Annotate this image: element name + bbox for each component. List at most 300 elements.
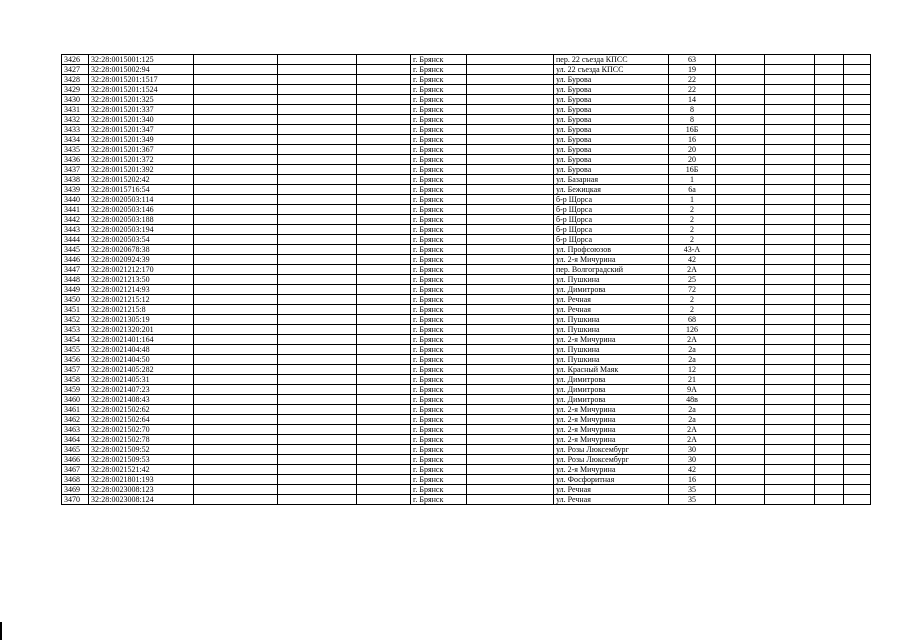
- city-cell: г. Брянск: [411, 75, 467, 85]
- cadastral-number: 32:28:0015201:337: [89, 105, 194, 115]
- empty-cell: [194, 215, 278, 225]
- row-number: 3446: [62, 255, 89, 265]
- empty-cell: [815, 135, 844, 145]
- empty-cell: [194, 355, 278, 365]
- empty-cell: [357, 325, 411, 335]
- empty-cell: [357, 205, 411, 215]
- empty-cell: [844, 125, 871, 135]
- empty-cell: [278, 195, 357, 205]
- empty-cell: [815, 345, 844, 355]
- house-number: 2а: [669, 415, 716, 425]
- city-cell: г. Брянск: [411, 305, 467, 315]
- street-cell: ул. Розы Люксембург: [554, 445, 669, 455]
- empty-cell: [765, 225, 815, 235]
- city-cell: г. Брянск: [411, 145, 467, 155]
- empty-cell: [278, 365, 357, 375]
- empty-cell: [765, 335, 815, 345]
- table-row: [62, 275, 871, 285]
- empty-cell: [765, 65, 815, 75]
- empty-cell: [194, 495, 278, 505]
- empty-cell: [765, 105, 815, 115]
- empty-cell: [467, 435, 554, 445]
- table-row: [62, 485, 871, 495]
- empty-cell: [357, 275, 411, 285]
- cadastral-number: 32:28:0015001:125: [89, 55, 194, 65]
- house-number: 22: [669, 75, 716, 85]
- empty-cell: [716, 65, 765, 75]
- house-number: 2: [669, 235, 716, 245]
- city-cell: г. Брянск: [411, 205, 467, 215]
- empty-cell: [467, 315, 554, 325]
- cadastral-number: 32:28:0023008:123: [89, 485, 194, 495]
- empty-cell: [278, 375, 357, 385]
- street-cell: ул. Пушкина: [554, 315, 669, 325]
- empty-cell: [765, 145, 815, 155]
- empty-cell: [716, 75, 765, 85]
- row-number: 3449: [62, 285, 89, 295]
- cadastral-number: 32:28:0015201:340: [89, 115, 194, 125]
- empty-cell: [357, 305, 411, 315]
- empty-cell: [815, 355, 844, 365]
- cadastral-number: 32:28:0021407:23: [89, 385, 194, 395]
- table-row: [62, 295, 871, 305]
- house-number: 35: [669, 495, 716, 505]
- empty-cell: [194, 475, 278, 485]
- empty-cell: [716, 185, 765, 195]
- empty-cell: [357, 425, 411, 435]
- house-number: 63: [669, 55, 716, 65]
- row-number: 3433: [62, 125, 89, 135]
- empty-cell: [357, 115, 411, 125]
- table-row: [62, 355, 871, 365]
- row-number: 3454: [62, 335, 89, 345]
- empty-cell: [716, 245, 765, 255]
- house-number: 2: [669, 225, 716, 235]
- empty-cell: [765, 325, 815, 335]
- cadastral-number: 32:28:0020678:38: [89, 245, 194, 255]
- empty-cell: [194, 115, 278, 125]
- row-number: 3459: [62, 385, 89, 395]
- empty-cell: [844, 485, 871, 495]
- empty-cell: [278, 65, 357, 75]
- city-cell: г. Брянск: [411, 275, 467, 285]
- empty-cell: [716, 135, 765, 145]
- empty-cell: [357, 145, 411, 155]
- row-number: 3462: [62, 415, 89, 425]
- house-number: 2А: [669, 265, 716, 275]
- empty-cell: [278, 435, 357, 445]
- empty-cell: [844, 345, 871, 355]
- empty-cell: [844, 385, 871, 395]
- city-cell: г. Брянск: [411, 375, 467, 385]
- street-cell: ул. Димитрова: [554, 395, 669, 405]
- empty-cell: [278, 325, 357, 335]
- empty-cell: [716, 375, 765, 385]
- empty-cell: [716, 175, 765, 185]
- empty-cell: [467, 145, 554, 155]
- table-row: [62, 125, 871, 135]
- empty-cell: [278, 125, 357, 135]
- empty-cell: [357, 165, 411, 175]
- street-cell: ул. Бежицкая: [554, 185, 669, 195]
- cadastral-number: 32:28:0021215:8: [89, 305, 194, 315]
- empty-cell: [194, 85, 278, 95]
- cadastral-number: 32:28:0015201:347: [89, 125, 194, 135]
- empty-cell: [765, 185, 815, 195]
- empty-cell: [467, 465, 554, 475]
- table-row: [62, 195, 871, 205]
- table-row: [62, 455, 871, 465]
- table-row: [62, 345, 871, 355]
- empty-cell: [278, 335, 357, 345]
- empty-cell: [716, 315, 765, 325]
- empty-cell: [716, 215, 765, 225]
- cadastral-number: 32:28:0015202:42: [89, 175, 194, 185]
- empty-cell: [278, 205, 357, 215]
- cadastral-number: 32:28:0015201:372: [89, 155, 194, 165]
- empty-cell: [765, 115, 815, 125]
- empty-cell: [765, 375, 815, 385]
- street-cell: ул. Бурова: [554, 85, 669, 95]
- empty-cell: [467, 55, 554, 65]
- table-row: [62, 495, 871, 505]
- empty-cell: [844, 135, 871, 145]
- empty-cell: [357, 385, 411, 395]
- table-row: [62, 375, 871, 385]
- empty-cell: [194, 365, 278, 375]
- empty-cell: [765, 395, 815, 405]
- street-cell: ул. Бурова: [554, 155, 669, 165]
- city-cell: г. Брянск: [411, 85, 467, 95]
- empty-cell: [194, 465, 278, 475]
- empty-cell: [765, 175, 815, 185]
- city-cell: г. Брянск: [411, 95, 467, 105]
- street-cell: ул. Профсоюзов: [554, 245, 669, 255]
- empty-cell: [357, 415, 411, 425]
- empty-cell: [357, 295, 411, 305]
- street-cell: ул. Бурова: [554, 75, 669, 85]
- empty-cell: [844, 165, 871, 175]
- table-row: [62, 425, 871, 435]
- empty-cell: [357, 225, 411, 235]
- empty-cell: [278, 315, 357, 325]
- empty-cell: [194, 315, 278, 325]
- house-number: 2: [669, 215, 716, 225]
- city-cell: г. Брянск: [411, 475, 467, 485]
- empty-cell: [765, 385, 815, 395]
- empty-cell: [194, 425, 278, 435]
- empty-cell: [716, 235, 765, 245]
- table-row: [62, 325, 871, 335]
- empty-cell: [194, 405, 278, 415]
- empty-cell: [815, 385, 844, 395]
- empty-cell: [716, 95, 765, 105]
- empty-cell: [278, 495, 357, 505]
- cadastral-number: 32:28:0021502:78: [89, 435, 194, 445]
- empty-cell: [716, 115, 765, 125]
- table-row: [62, 315, 871, 325]
- empty-cell: [716, 225, 765, 235]
- empty-cell: [357, 175, 411, 185]
- table-row: [62, 155, 871, 165]
- empty-cell: [844, 265, 871, 275]
- empty-cell: [467, 285, 554, 295]
- empty-cell: [716, 495, 765, 505]
- empty-cell: [278, 295, 357, 305]
- empty-cell: [278, 265, 357, 275]
- empty-cell: [815, 105, 844, 115]
- row-number: 3445: [62, 245, 89, 255]
- empty-cell: [357, 245, 411, 255]
- empty-cell: [278, 425, 357, 435]
- empty-cell: [467, 445, 554, 455]
- empty-cell: [467, 105, 554, 115]
- empty-cell: [357, 495, 411, 505]
- empty-cell: [278, 345, 357, 355]
- street-cell: ул. Димитрова: [554, 285, 669, 295]
- empty-cell: [844, 175, 871, 185]
- city-cell: г. Брянск: [411, 325, 467, 335]
- empty-cell: [815, 245, 844, 255]
- empty-cell: [278, 95, 357, 105]
- table-row: [62, 55, 871, 65]
- empty-cell: [194, 485, 278, 495]
- city-cell: г. Брянск: [411, 55, 467, 65]
- street-cell: б-р Щорса: [554, 235, 669, 245]
- row-number: 3452: [62, 315, 89, 325]
- empty-cell: [467, 165, 554, 175]
- empty-cell: [765, 205, 815, 215]
- empty-cell: [765, 135, 815, 145]
- empty-cell: [278, 415, 357, 425]
- empty-cell: [194, 125, 278, 135]
- house-number: 8: [669, 105, 716, 115]
- city-cell: г. Брянск: [411, 115, 467, 125]
- street-cell: ул. Фосфоритная: [554, 475, 669, 485]
- empty-cell: [467, 455, 554, 465]
- row-number: 3428: [62, 75, 89, 85]
- street-cell: ул. 2-я Мичурина: [554, 255, 669, 265]
- table-row: [62, 465, 871, 475]
- table-row: [62, 435, 871, 445]
- cadastral-number: 32:28:0021502:62: [89, 405, 194, 415]
- empty-cell: [278, 275, 357, 285]
- city-cell: г. Брянск: [411, 225, 467, 235]
- empty-cell: [844, 275, 871, 285]
- empty-cell: [815, 195, 844, 205]
- row-number: 3437: [62, 165, 89, 175]
- empty-cell: [278, 55, 357, 65]
- street-cell: ул. Розы Люксембург: [554, 455, 669, 465]
- empty-cell: [844, 145, 871, 155]
- empty-cell: [815, 475, 844, 485]
- empty-cell: [194, 145, 278, 155]
- empty-cell: [194, 75, 278, 85]
- row-number: 3443: [62, 225, 89, 235]
- city-cell: г. Брянск: [411, 495, 467, 505]
- empty-cell: [467, 255, 554, 265]
- row-number: 3450: [62, 295, 89, 305]
- empty-cell: [194, 165, 278, 175]
- row-number: 3470: [62, 495, 89, 505]
- house-number: 25: [669, 275, 716, 285]
- table-row: [62, 245, 871, 255]
- empty-cell: [844, 115, 871, 125]
- empty-cell: [278, 225, 357, 235]
- empty-cell: [815, 55, 844, 65]
- row-number: 3460: [62, 395, 89, 405]
- row-number: 3438: [62, 175, 89, 185]
- empty-cell: [844, 155, 871, 165]
- empty-cell: [765, 155, 815, 165]
- empty-cell: [194, 225, 278, 235]
- empty-cell: [716, 125, 765, 135]
- table-row: [62, 115, 871, 125]
- empty-cell: [467, 125, 554, 135]
- street-cell: ул. Бурова: [554, 95, 669, 105]
- table-row: [62, 105, 871, 115]
- empty-cell: [467, 185, 554, 195]
- empty-cell: [765, 445, 815, 455]
- row-number: 3455: [62, 345, 89, 355]
- empty-cell: [357, 465, 411, 475]
- house-number: 2: [669, 295, 716, 305]
- empty-cell: [278, 285, 357, 295]
- street-cell: ул. 2-я Мичурина: [554, 405, 669, 415]
- empty-cell: [357, 375, 411, 385]
- street-cell: б-р Щорса: [554, 205, 669, 215]
- row-number: 3458: [62, 375, 89, 385]
- house-number: 12: [669, 365, 716, 375]
- empty-cell: [716, 305, 765, 315]
- empty-cell: [815, 415, 844, 425]
- empty-cell: [844, 415, 871, 425]
- empty-cell: [765, 55, 815, 65]
- table-row: [62, 335, 871, 345]
- empty-cell: [278, 455, 357, 465]
- table-row: [62, 85, 871, 95]
- street-cell: ул. Бурова: [554, 105, 669, 115]
- city-cell: г. Брянск: [411, 135, 467, 145]
- city-cell: г. Брянск: [411, 365, 467, 375]
- empty-cell: [716, 405, 765, 415]
- table-row: [62, 145, 871, 155]
- cadastral-number: 32:28:0020503:146: [89, 205, 194, 215]
- empty-cell: [815, 65, 844, 75]
- cadastral-number: 32:28:0021509:53: [89, 455, 194, 465]
- empty-cell: [194, 325, 278, 335]
- empty-cell: [765, 85, 815, 95]
- empty-cell: [815, 465, 844, 475]
- empty-cell: [844, 405, 871, 415]
- empty-cell: [844, 55, 871, 65]
- empty-cell: [765, 415, 815, 425]
- empty-cell: [467, 305, 554, 315]
- empty-cell: [716, 155, 765, 165]
- city-cell: г. Брянск: [411, 395, 467, 405]
- empty-cell: [278, 255, 357, 265]
- empty-cell: [278, 155, 357, 165]
- street-cell: б-р Щорса: [554, 195, 669, 205]
- cadastral-number: 32:28:0021215:12: [89, 295, 194, 305]
- empty-cell: [716, 355, 765, 365]
- city-cell: г. Брянск: [411, 355, 467, 365]
- empty-cell: [815, 75, 844, 85]
- empty-cell: [278, 385, 357, 395]
- empty-cell: [765, 285, 815, 295]
- empty-cell: [716, 265, 765, 275]
- empty-cell: [815, 225, 844, 235]
- street-cell: ул. Бурова: [554, 125, 669, 135]
- table-row: [62, 75, 871, 85]
- empty-cell: [716, 485, 765, 495]
- empty-cell: [357, 365, 411, 375]
- table-body: [62, 55, 871, 505]
- city-cell: г. Брянск: [411, 255, 467, 265]
- empty-cell: [278, 235, 357, 245]
- empty-cell: [815, 265, 844, 275]
- cadastral-number: 32:28:0020503:54: [89, 235, 194, 245]
- empty-cell: [815, 235, 844, 245]
- city-cell: г. Брянск: [411, 435, 467, 445]
- street-cell: пер. 22 съезда КПСС: [554, 55, 669, 65]
- empty-cell: [357, 185, 411, 195]
- empty-cell: [357, 85, 411, 95]
- empty-cell: [765, 425, 815, 435]
- empty-cell: [844, 195, 871, 205]
- house-number: 2а: [669, 405, 716, 415]
- empty-cell: [765, 465, 815, 475]
- empty-cell: [716, 385, 765, 395]
- empty-cell: [278, 85, 357, 95]
- empty-cell: [815, 325, 844, 335]
- empty-cell: [844, 205, 871, 215]
- row-number: 3434: [62, 135, 89, 145]
- row-number: 3431: [62, 105, 89, 115]
- empty-cell: [357, 475, 411, 485]
- cadastral-number: 32:28:0021521:42: [89, 465, 194, 475]
- empty-cell: [194, 435, 278, 445]
- empty-cell: [716, 295, 765, 305]
- cadastral-number: 32:28:0015201:1517: [89, 75, 194, 85]
- empty-cell: [278, 355, 357, 365]
- table-row: [62, 215, 871, 225]
- empty-cell: [467, 65, 554, 75]
- city-cell: г. Брянск: [411, 175, 467, 185]
- empty-cell: [716, 345, 765, 355]
- city-cell: г. Брянск: [411, 265, 467, 275]
- table-row: [62, 415, 871, 425]
- table-row: [62, 205, 871, 215]
- city-cell: г. Брянск: [411, 445, 467, 455]
- empty-cell: [194, 345, 278, 355]
- house-number: 2а: [669, 355, 716, 365]
- city-cell: г. Брянск: [411, 235, 467, 245]
- empty-cell: [278, 245, 357, 255]
- empty-cell: [716, 395, 765, 405]
- empty-cell: [467, 265, 554, 275]
- empty-cell: [844, 225, 871, 235]
- empty-cell: [357, 315, 411, 325]
- empty-cell: [357, 355, 411, 365]
- empty-cell: [765, 435, 815, 445]
- empty-cell: [357, 75, 411, 85]
- street-cell: ул. Пушкина: [554, 325, 669, 335]
- city-cell: г. Брянск: [411, 345, 467, 355]
- cadastral-number: 32:28:0021404:48: [89, 345, 194, 355]
- house-number: 21: [669, 375, 716, 385]
- empty-cell: [815, 205, 844, 215]
